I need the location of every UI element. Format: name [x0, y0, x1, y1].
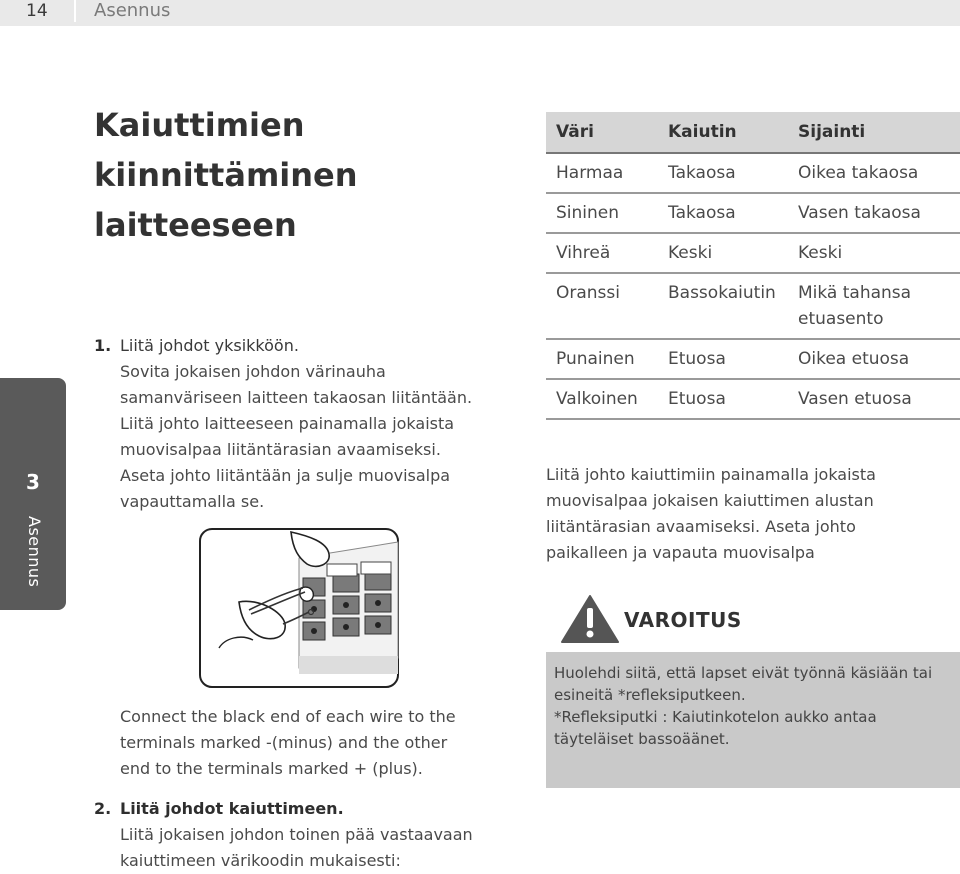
speaker-color-table	[546, 112, 960, 420]
caption-line: terminals marked -(minus) and the other	[120, 733, 448, 752]
header-divider	[74, 0, 76, 22]
step-2-description	[120, 822, 540, 874]
step-2-line: Liitä jokaisen johdon toinen pää vastaavaan	[120, 825, 473, 844]
table-cell: Takaosa	[668, 163, 736, 183]
step-1-number: 1.	[94, 336, 112, 355]
page-title-line-3: laitteeseen	[94, 206, 297, 244]
table-cell: Sininen	[556, 203, 620, 223]
step-1-heading: Liitä johdot yksikköön.	[120, 336, 299, 355]
right-text-line: liitäntärasian avaamiseksi. Aseta johto	[546, 517, 856, 536]
step-2-line: kaiuttimeen värikoodin mukaisesti:	[120, 851, 401, 870]
table-header-location: Sijainti	[798, 122, 866, 142]
illustration-caption	[120, 704, 520, 782]
table-cell: Mikä tahansa etuasento	[798, 283, 912, 329]
speaker-connection-text	[546, 462, 946, 566]
table-row	[546, 154, 960, 194]
table-cell: Takaosa	[668, 203, 736, 223]
page-title	[94, 100, 424, 250]
table-header-color: Väri	[556, 122, 594, 142]
step-1-line: samanväriseen laitteen takaosan liitäntään.	[120, 388, 473, 407]
page-title-line-2: kiinnittäminen	[94, 156, 358, 194]
step-1-line: Aseta johto liitäntään ja sulje muovisalpa	[120, 466, 451, 485]
chapter-tab-label: Asennus	[25, 516, 44, 588]
table-header-row	[546, 112, 960, 154]
step-2-number: 2.	[94, 799, 112, 818]
table-cell: Oikea etuosa	[798, 349, 910, 369]
step-1-line: Sovita jokaisen johdon värinauha	[120, 362, 386, 381]
caution-header	[546, 594, 960, 646]
step-1-line: muovisalpaa liitäntärasian avaamiseksi.	[120, 440, 441, 459]
caption-line: Connect the black end of each wire to the	[120, 707, 456, 726]
warning-triangle-icon	[560, 594, 620, 644]
wire-connection-illustration	[199, 528, 399, 688]
caption-line: end to the terminals marked + (plus).	[120, 759, 423, 778]
caution-line: *Refleksiputki : Kaiutinkotelon aukko antaa	[554, 708, 877, 726]
page-title-line-1: Kaiuttimien	[94, 106, 305, 144]
table-header-speaker: Kaiutin	[668, 122, 737, 142]
caution-label: VAROITUS	[624, 608, 742, 632]
table-cell: Vasen takaosa	[798, 203, 921, 223]
table-cell: Keski	[798, 243, 843, 263]
page-number: 14	[26, 1, 48, 21]
table-cell: Keski	[668, 243, 713, 263]
table-cell: Bassokaiutin	[668, 283, 776, 303]
right-text-line: muovisalpaa jokaisen kaiuttimen alustan	[546, 491, 874, 510]
table-cell: Vasen etuosa	[798, 389, 912, 409]
table-cell: Vihreä	[556, 243, 611, 263]
table-row	[546, 234, 960, 274]
table-row	[546, 274, 960, 340]
caution-line: esineitä *refleksiputkeen.	[554, 686, 746, 704]
table-row	[546, 194, 960, 234]
table-cell: Valkoinen	[556, 389, 638, 409]
step-1-line: Liitä johto laitteeseen painamalla jokaista	[120, 414, 455, 433]
chapter-tab-label-wrap	[24, 516, 46, 600]
table-row	[546, 380, 960, 420]
right-text-line: paikalleen ja vapauta muovisalpa	[546, 543, 815, 562]
table-row	[546, 340, 960, 380]
caution-line: Huolehdi siitä, että lapset eivät työnnä käsiään tai	[554, 664, 933, 682]
table-cell: Harmaa	[556, 163, 624, 183]
table-cell: Oikea takaosa	[798, 163, 919, 183]
caution-line: täyteläiset bassoäänet.	[554, 730, 730, 748]
caution-text	[554, 662, 950, 750]
table-cell: Oranssi	[556, 283, 620, 303]
step-1-description	[120, 359, 520, 515]
step-1-line: vapauttamalla se.	[120, 492, 265, 511]
caution-box	[546, 652, 960, 788]
table-cell: Etuosa	[668, 389, 726, 409]
table-cell: Punainen	[556, 349, 635, 369]
right-text-line: Liitä johto kaiuttimiin painamalla jokaista	[546, 465, 876, 484]
step-2-heading: Liitä johdot kaiuttimeen.	[120, 799, 344, 818]
section-title: Asennus	[94, 0, 171, 21]
table-cell: Etuosa	[668, 349, 726, 369]
chapter-tab-number: 3	[26, 470, 40, 494]
